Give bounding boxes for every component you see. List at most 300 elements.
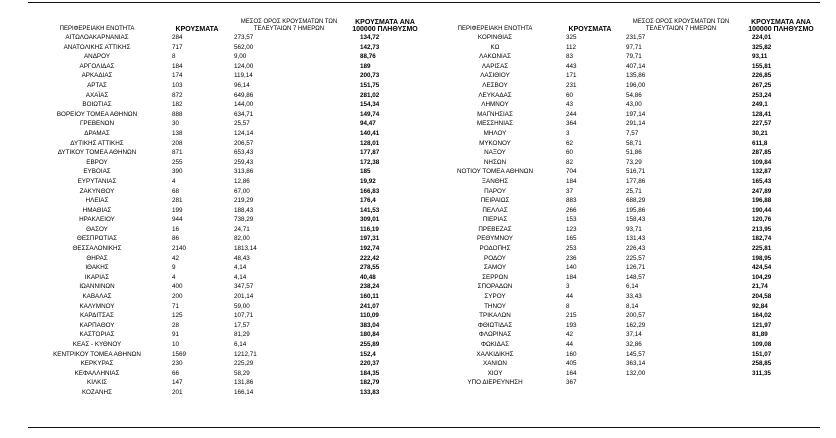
- region-cell: ΞΑΝΘΗΣ: [481, 177, 509, 185]
- table-row: [28, 273, 420, 283]
- cases-cell: 184: [172, 62, 183, 70]
- table-row: [28, 62, 420, 72]
- region-cell: ΡΟΔΟΥ: [484, 254, 506, 262]
- avg-cell: 313,86: [234, 168, 254, 176]
- cases-cell: 68: [172, 187, 180, 195]
- avg-cell: 273,57: [234, 34, 254, 41]
- cases-cell: 82: [566, 158, 574, 166]
- table-body-right: [430, 33, 820, 388]
- cases-cell: 325: [566, 34, 577, 41]
- rate-cell: 134,72: [360, 34, 380, 41]
- cases-cell: 888: [172, 110, 183, 118]
- avg-cell: 17,57: [234, 321, 250, 329]
- avg-cell: 259,43: [234, 158, 254, 166]
- table-row: [430, 148, 820, 158]
- table-row: [28, 119, 420, 129]
- avg-cell: 54,86: [626, 91, 642, 99]
- region-cell: ΘΗΡΑΣ: [86, 254, 108, 262]
- avg-cell: 177,86: [626, 177, 646, 185]
- avg-cell: [620, 378, 742, 388]
- region-cell: ΚΕΑΣ - ΚΥΘΝΟΥ: [72, 341, 122, 348]
- rate-cell: 109,08: [752, 341, 772, 348]
- rate-cell: 142,73: [360, 43, 380, 51]
- cases-cell: 42: [172, 254, 180, 262]
- region-cell: ΡΕΘΥΜΝΟΥ: [477, 235, 513, 243]
- table-row: [28, 311, 420, 321]
- avg-cell: 1813,14: [234, 245, 257, 253]
- cases-cell: 83: [566, 53, 574, 61]
- avg-cell: 634,71: [234, 110, 254, 118]
- avg-cell: 48,43: [234, 254, 250, 262]
- rate-cell: 164,02: [752, 312, 772, 320]
- avg-cell: 119,14: [234, 72, 253, 80]
- table-row: [430, 158, 820, 168]
- rate-cell: 225,81: [752, 245, 772, 253]
- table-row: [430, 110, 820, 120]
- cases-cell: 103: [172, 81, 183, 89]
- cases-cell: 182: [172, 101, 183, 109]
- avg-cell: 135,86: [626, 72, 646, 80]
- avg-cell: 201,14: [234, 293, 254, 301]
- table-row: [430, 91, 820, 101]
- table-row: [28, 43, 420, 53]
- rate-cell: 278,55: [360, 264, 380, 272]
- cases-cell: 405: [566, 360, 577, 368]
- rate-cell: 189: [360, 62, 371, 70]
- region-cell: ΧΑΛΚΙΔΙΚΗΣ: [476, 350, 514, 358]
- avg-cell: 25,57: [234, 120, 250, 128]
- avg-cell: 124,14: [234, 129, 254, 137]
- avg-cell: 195,86: [626, 206, 646, 214]
- cases-cell: 4: [172, 273, 176, 281]
- region-cell: ΙΘΑΚΗΣ: [85, 264, 109, 272]
- rate-cell: 92,84: [752, 302, 768, 310]
- table-row: [430, 71, 820, 81]
- region-cell: ΖΑΚΥΝΘΟΥ: [79, 187, 115, 195]
- region-cell: ΤΗΝΟΥ: [484, 302, 506, 310]
- table-row: [28, 100, 420, 110]
- region-cell: ΜΥΚΟΝΟΥ: [479, 139, 511, 147]
- cases-cell: 62: [566, 139, 574, 147]
- avg-cell: 1212,71: [234, 350, 257, 358]
- header-region: ΠΕΡΙΦΕΡΕΙΑΚΗ ΕΝΟΤΗΤΑ: [59, 26, 135, 32]
- avg-cell: 37,14: [626, 331, 642, 339]
- region-cell: ΚΕΝΤΡΙΚΟΥ ΤΟΜΕΑ ΑΘΗΝΩΝ: [53, 350, 141, 358]
- avg-cell: 132,00: [626, 369, 646, 377]
- region-cell: ΑΡΤΑΣ: [87, 81, 107, 89]
- cases-cell: 171: [566, 72, 577, 80]
- table-row: [28, 148, 420, 158]
- rate-cell: 21,74: [752, 283, 768, 291]
- header-avg: ΜΕΣΟΣ ΟΡΟΣ ΚΡΟΥΣΜΑΤΩΝ ΤΩΝ ΤΕΛΕΥΤΑΙΩΝ 7 ΗΜΕΡΩΝ: [632, 19, 730, 32]
- bottom-rule: [28, 427, 820, 428]
- region-cell: ΘΕΣΠΡΩΤΙΑΣ: [76, 235, 118, 243]
- region-cell: ΣΥΡΟΥ: [484, 293, 506, 301]
- region-cell: ΚΑΒΑΛΑΣ: [82, 293, 112, 301]
- table-row: [430, 302, 820, 312]
- table-row: [430, 119, 820, 129]
- avg-cell: 58,71: [626, 139, 642, 147]
- table-row: [28, 81, 420, 91]
- table-row: [430, 187, 820, 197]
- region-cell: ΚΟΡΙΝΘΙΑΣ: [477, 34, 513, 41]
- avg-cell: 166,14: [234, 388, 254, 396]
- cases-cell: 112: [566, 43, 577, 51]
- avg-cell: 6,14: [626, 283, 639, 291]
- table-row: [28, 330, 420, 340]
- region-cell: ΚΑΡΠΑΘΟΥ: [79, 321, 115, 329]
- cases-table-left: [28, 15, 420, 398]
- cases-cell: 37: [566, 187, 574, 195]
- region-cell: ΚΑΡΔΙΤΣΑΣ: [80, 312, 114, 320]
- rate-cell: 258,85: [752, 360, 772, 368]
- cases-cell: 160: [566, 350, 577, 358]
- cases-cell: 9: [172, 264, 176, 272]
- region-cell: ΣΑΜΟΥ: [483, 264, 507, 272]
- table-row: [28, 187, 420, 197]
- rate-cell: 132,87: [752, 168, 772, 176]
- rate-cell: 309,01: [360, 216, 380, 224]
- table-row: [430, 244, 820, 254]
- region-cell: ΕΥΒΟΙΑΣ: [83, 168, 111, 176]
- rate-cell: 94,47: [360, 120, 376, 128]
- rate-cell: 88,76: [360, 53, 376, 61]
- avg-cell: 32,86: [626, 341, 642, 348]
- avg-cell: 59,00: [234, 302, 250, 310]
- cases-cell: 253: [566, 245, 577, 253]
- rate-cell: 133,83: [360, 388, 380, 396]
- region-cell: ΚΙΛΚΙΣ: [87, 379, 107, 387]
- cases-cell: 443: [566, 62, 577, 70]
- avg-cell: 24,71: [234, 225, 250, 233]
- table-row: [28, 254, 420, 264]
- table-row: [430, 196, 820, 206]
- avg-cell: 93,71: [626, 225, 642, 233]
- header-rate: ΚΡΟΥΣΜΑΤΑ ΑΝΑ 100000 ΠΛΗΘΥΣΜΟ: [352, 19, 418, 33]
- header-cases: ΚΡΟΥΣΜΑΤΑ: [175, 26, 219, 33]
- table-row: [430, 215, 820, 225]
- header-cases: ΚΡΟΥΣΜΑΤΑ: [568, 26, 612, 33]
- rate-cell: 151,07: [752, 350, 772, 358]
- region-cell: ΜΕΣΣΗΝΙΑΣ: [476, 120, 514, 128]
- table-row: [430, 311, 820, 321]
- avg-cell: 4,14: [234, 264, 247, 272]
- table-row: [430, 167, 820, 177]
- rate-cell: 141,53: [360, 206, 380, 214]
- rate-cell: 196,88: [752, 197, 772, 205]
- cases-cell: 872: [172, 91, 183, 99]
- avg-cell: 51,86: [626, 149, 642, 157]
- rate-cell: 182,74: [752, 235, 772, 243]
- rate-cell: 120,76: [752, 216, 772, 224]
- cases-cell: 16: [172, 225, 180, 233]
- left-table-block: [28, 15, 420, 398]
- cases-cell: 266: [566, 206, 577, 214]
- region-cell: ΠΕΛΛΑΣ: [482, 206, 508, 214]
- table-row: [430, 263, 820, 273]
- region-cell: ΓΡΕΒΕΝΩΝ: [79, 120, 115, 128]
- cases-cell: 400: [172, 283, 183, 291]
- table-row: [28, 33, 420, 43]
- region-cell: ΛΑΚΩΝΙΑΣ: [479, 53, 511, 61]
- region-cell: ΛΑΣΙΘΙΟΥ: [480, 72, 510, 80]
- avg-cell: 738,29: [234, 216, 254, 224]
- rate-cell: 238,24: [360, 283, 380, 291]
- table-row: [430, 206, 820, 216]
- rate-cell: 182,79: [360, 379, 380, 387]
- region-cell: ΛΑΡΙΣΑΣ: [481, 62, 509, 70]
- region-cell: ΧΑΝΙΩΝ: [483, 360, 507, 368]
- avg-cell: 131,43: [626, 235, 646, 243]
- cases-cell: 244: [566, 110, 577, 118]
- cases-cell: 60: [566, 149, 574, 157]
- table-row: [28, 158, 420, 168]
- avg-cell: 225,29: [234, 360, 254, 368]
- region-cell: ΑΝΑΤΟΛΙΚΗΣ ΑΤΤΙΚΗΣ: [63, 43, 131, 51]
- header-rate: ΚΡΟΥΣΜΑΤΑ ΑΝΑ 100000 ΠΛΗΘΥΣΜΟ: [748, 19, 814, 33]
- cases-cell: 44: [566, 293, 574, 301]
- avg-cell: 516,71: [626, 168, 646, 176]
- cases-cell: 199: [172, 206, 183, 214]
- avg-cell: 58,29: [234, 369, 250, 377]
- region-cell: ΣΠΟΡΑΔΩΝ: [477, 283, 513, 291]
- cases-cell: 208: [172, 139, 183, 147]
- avg-cell: 226,43: [626, 245, 646, 253]
- table-body-left: [28, 33, 420, 398]
- avg-cell: 231,57: [626, 34, 646, 41]
- avg-cell: 653,43: [234, 149, 254, 157]
- region-cell: ΕΥΡΥΤΑΝΙΑΣ: [77, 177, 117, 185]
- rate-cell: 241,07: [360, 302, 380, 310]
- cases-cell: 140: [566, 264, 577, 272]
- cases-cell: 281: [172, 197, 183, 205]
- avg-cell: 144,00: [234, 101, 254, 109]
- table-row: [28, 225, 420, 235]
- table-row: [430, 52, 820, 62]
- avg-cell: 200,57: [626, 312, 646, 320]
- table-row: [28, 350, 420, 360]
- table-row: [430, 43, 820, 53]
- rate-cell: 110,09: [360, 312, 379, 320]
- cases-cell: 91: [172, 331, 180, 339]
- table-row: [28, 292, 420, 302]
- region-cell: ΑΙΤΩΛΟΑΚΑΡΝΑΝΙΑΣ: [65, 34, 129, 41]
- avg-cell: 82,00: [234, 235, 250, 243]
- cases-cell: 871: [172, 149, 183, 157]
- cases-cell: 364: [566, 120, 577, 128]
- table-row: [28, 302, 420, 312]
- rate-cell: 311,35: [752, 369, 771, 377]
- table-row: [430, 81, 820, 91]
- region-cell: ΗΛΕΙΑΣ: [85, 197, 109, 205]
- cases-cell: 284: [172, 34, 183, 41]
- table-row: [28, 388, 420, 398]
- avg-cell: 73,29: [626, 158, 642, 166]
- rate-cell: 166,83: [360, 187, 380, 195]
- avg-cell: 131,86: [234, 379, 254, 387]
- cases-cell: 201: [172, 388, 183, 396]
- region-cell: ΚΩ: [490, 43, 500, 51]
- region-cell: ΝΗΣΩΝ: [483, 158, 507, 166]
- avg-cell: 81,29: [234, 331, 250, 339]
- cases-cell: 3: [566, 283, 570, 291]
- region-cell: ΚΟΖΑΝΗΣ: [82, 388, 112, 396]
- avg-cell: 107,71: [234, 312, 254, 320]
- table-row: [430, 330, 820, 340]
- region-cell: ΦΘΙΩΤΙΔΑΣ: [477, 321, 513, 329]
- header-row: [28, 15, 420, 33]
- table-row: [28, 196, 420, 206]
- region-cell: ΗΜΑΘΙΑΣ: [82, 206, 112, 214]
- rate-cell: 190,44: [752, 206, 772, 214]
- rate-cell: 424,54: [752, 264, 772, 272]
- table-row: [430, 378, 820, 388]
- avg-cell: 6,14: [234, 341, 247, 348]
- avg-cell: 25,71: [626, 187, 642, 195]
- rate-cell: 227,57: [752, 120, 772, 128]
- region-cell: ΔΥΤΙΚΟΥ ΤΟΜΕΑ ΑΘΗΝΩΝ: [57, 149, 137, 157]
- rate-cell: 185: [360, 168, 371, 176]
- cases-cell: 367: [566, 379, 577, 387]
- avg-cell: 196,00: [626, 81, 646, 89]
- rate-cell: 383,04: [360, 321, 380, 329]
- avg-cell: 145,57: [626, 350, 646, 358]
- table-row: [430, 225, 820, 235]
- avg-cell: 158,43: [626, 216, 646, 224]
- cases-cell: 236: [566, 254, 577, 262]
- rate-cell: 253,24: [752, 91, 772, 99]
- table-row: [430, 292, 820, 302]
- cases-cell: 717: [172, 43, 183, 51]
- region-cell: ΛΕΥΚΑΔΑΣ: [478, 91, 512, 99]
- region-cell: ΘΑΣΟΥ: [86, 225, 108, 233]
- avg-cell: 67,00: [234, 187, 250, 195]
- cases-cell: 883: [566, 197, 577, 205]
- table-row: [430, 129, 820, 139]
- cases-cell: 43: [566, 101, 574, 109]
- cases-cell: 86: [172, 235, 180, 243]
- table-row: [430, 282, 820, 292]
- region-cell: ΝΟΤΙΟΥ ΤΟΜΕΑ ΑΘΗΝΩΝ: [456, 168, 534, 176]
- avg-cell: 97,71: [626, 43, 642, 51]
- rate-cell: 177,87: [360, 149, 380, 157]
- table-row: [28, 244, 420, 254]
- avg-cell: 126,71: [626, 264, 646, 272]
- avg-cell: 4,14: [234, 273, 247, 281]
- avg-cell: 291,14: [626, 120, 646, 128]
- rate-cell: 267,25: [752, 81, 772, 89]
- table-row: [430, 62, 820, 72]
- avg-cell: 8,14: [626, 302, 639, 310]
- rate-cell: 200,73: [360, 72, 380, 80]
- region-cell: ΧΙΟΥ: [487, 369, 503, 377]
- cases-cell: 944: [172, 216, 183, 224]
- avg-cell: 124,00: [234, 62, 254, 70]
- avg-cell: 7,57: [626, 129, 639, 137]
- rate-cell: 30,21: [752, 129, 768, 137]
- rate-cell: 222,42: [360, 254, 380, 262]
- cases-cell: 42: [566, 331, 574, 339]
- region-cell: ΚΑΛΥΜΝΟΥ: [79, 302, 115, 310]
- rate-cell: 140,41: [360, 129, 380, 137]
- cases-cell: 184: [566, 273, 577, 281]
- table-row: [28, 282, 420, 292]
- table-row: [28, 91, 420, 101]
- rate-cell: 176,4: [360, 197, 376, 205]
- rate-cell: 249,1: [752, 101, 768, 109]
- avg-cell: 33,43: [626, 293, 642, 301]
- avg-cell: 219,29: [234, 197, 254, 205]
- table-row: [28, 378, 420, 388]
- table-row: [28, 321, 420, 331]
- rate-cell: 165,43: [752, 177, 772, 185]
- rate-cell: 255,89: [360, 341, 380, 348]
- header-region: ΠΕΡΙΦΕΡΕΙΑΚΗ ΕΝΟΤΗΤΑ: [457, 26, 533, 32]
- table-row: [430, 350, 820, 360]
- table-row: [28, 234, 420, 244]
- region-cell: ΦΛΩΡΙΝΑΣ: [478, 331, 512, 339]
- cases-cell: 215: [566, 312, 577, 320]
- region-cell: ΥΠΟ ΔΙΕΡΕΥΝΗΣΗ: [467, 379, 523, 387]
- cases-cell: 1569: [172, 350, 187, 358]
- table-row: [28, 369, 420, 379]
- rate-cell: 224,01: [752, 34, 772, 41]
- region-cell: ΚΕΦΑΛΛΗΝΙΑΣ: [74, 369, 120, 377]
- rate-cell: 121,97: [752, 321, 772, 329]
- cases-cell: 2140: [172, 245, 187, 253]
- avg-cell: 347,57: [234, 283, 254, 291]
- cases-cell: 44: [566, 341, 574, 348]
- avg-cell: 79,71: [626, 53, 642, 61]
- rate-cell: 40,48: [360, 273, 376, 281]
- cases-cell: 255: [172, 158, 183, 166]
- table-row: [28, 206, 420, 216]
- region-cell: ΚΕΡΚΥΡΑΣ: [80, 360, 114, 368]
- cases-cell: 66: [172, 369, 180, 377]
- rate-cell: 160,11: [360, 293, 379, 301]
- table-row: [430, 177, 820, 187]
- table-row: [28, 52, 420, 62]
- table-row: [28, 215, 420, 225]
- region-cell: ΑΝΔΡΟΥ: [83, 53, 111, 61]
- rate-cell: 226,85: [752, 72, 772, 80]
- region-cell: ΛΗΜΝΟΥ: [481, 101, 509, 109]
- table-row: [430, 254, 820, 264]
- rate-cell: 220,37: [360, 360, 380, 368]
- table-row: [28, 263, 420, 273]
- rate-cell: 152,4: [360, 350, 376, 358]
- region-cell: ΙΚΑΡΙΑΣ: [84, 273, 110, 281]
- avg-cell: 9,00: [234, 53, 247, 61]
- rate-cell: 19,92: [360, 177, 376, 185]
- cases-cell: 164: [566, 369, 577, 377]
- rate-cell: 128,01: [360, 139, 380, 147]
- cases-cell: 165: [566, 235, 577, 243]
- rate-cell: 128,41: [752, 110, 772, 118]
- cases-cell: 4: [172, 177, 176, 185]
- cases-cell: 153: [566, 216, 577, 224]
- cases-cell: 704: [566, 168, 577, 176]
- region-cell: ΗΡΑΚΛΕΙΟΥ: [79, 216, 115, 224]
- avg-cell: 407,14: [626, 62, 646, 70]
- avg-cell: 12,86: [234, 177, 250, 185]
- region-cell: ΜΗΛΟΥ: [483, 129, 507, 137]
- avg-cell: 162,29: [626, 321, 646, 329]
- table-row: [430, 100, 820, 110]
- table-row: [430, 234, 820, 244]
- cases-cell: 147: [172, 379, 183, 387]
- region-cell: ΔΥΤΙΚΗΣ ΑΤΤΙΚΗΣ: [70, 139, 124, 147]
